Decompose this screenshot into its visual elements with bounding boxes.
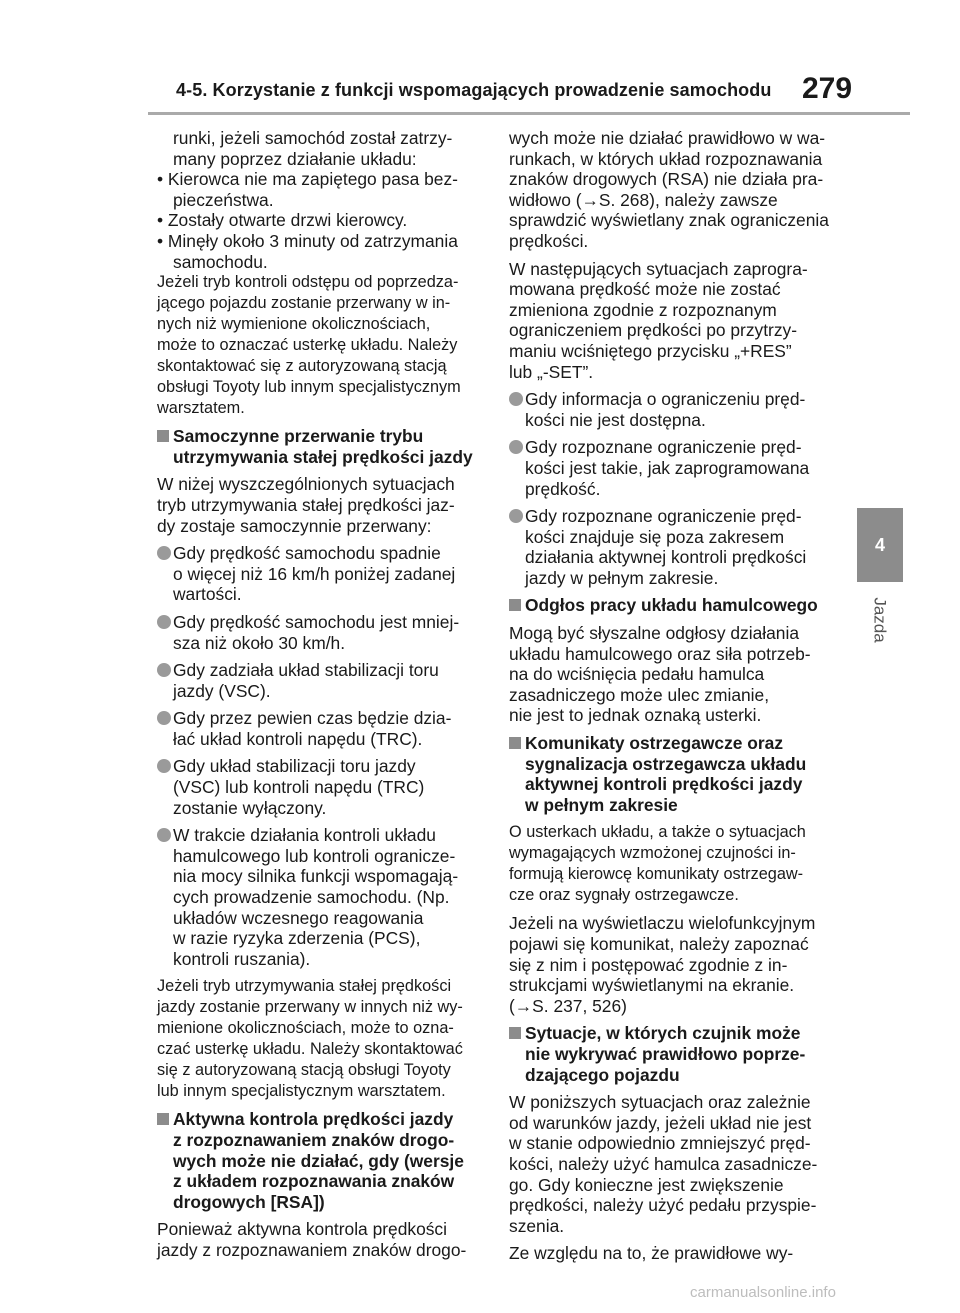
text-line: prędkości, należy użyć pedału przyspie- [509,1195,817,1216]
bullet-item [509,506,833,588]
text-line: się z autoryzowaną stacją obsługi Toyoty [157,1061,451,1080]
page-number: 279 [802,72,853,105]
text-line: go. Gdy konieczne jest zwiększenie [509,1174,784,1195]
text-line: Sytuacje, w których czujnik może [525,1023,801,1044]
text-line: na do wciśnięcia pedału hamulca [509,664,765,685]
text-line: lub „-SET”. [509,361,594,382]
text-line: jazdy (VSC). [173,680,271,701]
text-line: może to oznaczać usterkę układu. Należy [157,336,458,355]
text-line: kości nie jest dostępna. [525,409,706,430]
text-line: Jeżeli tryb kontroli odstępu od poprzedza- [157,273,459,292]
text-line: • Minęły około 3 minuty od zatrzymania [157,230,458,251]
paragraph [509,1243,833,1264]
text-line: znaków drogowych (RSA) nie działa pra- [509,169,824,190]
text-line: formują kierowcę komunikaty ostrzegaw- [509,865,804,884]
text-line: tryb utrzymywania stałej prędkości jaz- [157,494,455,515]
text-line: prędkość. [525,478,601,499]
text-line: Gdy informacja o ograniczeniu pręd- [525,389,806,410]
text-line: Samoczynne przerwanie trybu [173,426,424,447]
circle-bullet-icon [509,509,523,523]
text-line: Gdy układ stabilizacji toru jazdy [173,756,416,777]
text-line: szenia. [509,1215,565,1236]
text-line: pieczeństwa. [173,189,274,210]
chapter-tab[interactable] [857,508,903,582]
text-line: kości jest takie, jak zaprogramowana [525,457,810,478]
text-line: Gdy prędkość samochodu jest mniej- [173,611,460,632]
bullet-item [509,389,833,430]
text-line: jazdy zostanie przerwany w innych niż wy- [157,998,463,1017]
text-line: W następujących sytuacjach zaprogra- [509,258,808,279]
text-line: hamulcowego lub kontroli ogranicze- [173,845,456,866]
section-heading [157,426,482,467]
header-divider [148,112,910,115]
text-line: Gdy zadziała układ stabilizacji toru [173,660,439,681]
text-line: wartości. [173,584,242,605]
text-line: O usterkach układu, a także o sytuacjach [509,823,806,842]
list-item [157,231,482,272]
text-line: nia mocy silnika funkcji wspomagają- [173,866,459,887]
text-line: Mogą być słyszalne odgłosy działania [509,623,800,644]
paragraph [157,1219,482,1260]
list-item [157,210,482,231]
text-line: sprawdzić wyświetlany znak ograniczenia [509,210,829,231]
chapter-label: Jazda [871,597,890,643]
circle-bullet-icon [509,440,523,454]
text-line: strukcjami wyświetlanymi na ekranie. [509,975,795,996]
text-line: jącego pojazdu zostanie przerwany w in- [157,294,451,313]
text-line: Ponieważ aktywna kontrola prędkości [157,1219,447,1240]
text-line: cze oraz sygnały ostrzegawcze. [509,886,739,905]
section-title: 4-5. Korzystanie z funkcji wspomagających prowadzenie samochodu [176,80,772,100]
text-line: mienione okolicznościach, może to ozna- [157,1019,454,1038]
text-line: lub innym specjalistycznym warsztatem. [157,1082,446,1101]
paragraph [509,1092,833,1236]
text-line: mowana prędkość może nie zostać [509,279,781,300]
text-line: (VSC) lub kontroli napędu (TRC) [173,777,425,798]
text-line: wych może nie działać prawidłowo w wa- [509,128,826,148]
text-line: runki, jeżeli samochód został zatrzy- [173,128,453,148]
text-line: kości znajduje się poza zakresem [525,526,785,547]
text-line: Jeżeli na wyświetlaczu wielofunkcyjnym [509,913,816,934]
text-line: zmieniona zgodnie z rozpoznanym [509,299,777,320]
section-heading [509,595,833,616]
text-line: dy zostaje samoczynnie przerwany: [157,515,432,536]
bullet-item [157,612,482,653]
text-line: W niżej wyszczególnionych sytuacjach [157,474,455,495]
text-line: obsługi Toyoty lub innym specjalistycznym [157,378,461,397]
section-heading [157,1109,482,1212]
text-line: drogowych [RSA]) [173,1191,325,1212]
text-line: kości, należy użyć hamulca zasadnicze- [509,1153,818,1174]
text-line: jazdy w pełnym zakresie. [525,567,719,588]
paragraph [509,822,833,906]
paragraph [157,272,482,419]
circle-bullet-icon [157,615,171,629]
text-line: z rozpoznawaniem znaków drogo- [173,1130,455,1150]
text-line: warsztatem. [157,399,245,418]
paragraph [157,474,482,536]
text-line: sza niż około 30 km/h. [173,632,346,653]
chapter-number: 4 [874,534,885,555]
text-line: pojawi się komunikat, należy zapoznać [509,934,809,954]
text-line: Jeżeli tryb utrzymywania stałej prędkości [157,977,452,996]
text-line: utrzymywania stałej prędkości jazdy [173,446,473,467]
bullet-item [157,825,482,969]
text-line: Odgłos pracy układu hamulcowego [525,595,818,616]
square-bullet-icon [509,599,521,611]
text-line: w pełnym zakresie [525,794,678,815]
text-line: nie jest to jednak oznaką usterki. [509,705,762,726]
circle-bullet-icon [157,828,171,842]
text-line: zostanie wyłączony. [173,797,327,818]
text-line: nych niż wymienione okolicznościach, [157,315,431,334]
text-line: kontroli ruszania). [173,948,311,969]
text-line: samochodu. [173,251,268,272]
left-column [157,128,482,1268]
text-line: (→S. 237, 526) [509,995,627,1016]
square-bullet-icon [509,1027,521,1039]
bullet-item [509,437,833,499]
square-bullet-icon [509,737,521,749]
text-line: cych prowadzenie samochodu. (Np. [173,887,450,908]
text-line: układów wczesnego reagowania [173,907,424,928]
text-line: się z nim i postępować zgodnie z in- [509,954,788,975]
text-line: o więcej niż 16 km/h poniżej zadanej [173,563,456,584]
section-heading [509,733,833,815]
text-line: W poniższych sytuacjach oraz zależnie [509,1092,811,1113]
text-line: W trakcie działania kontroli układu [173,825,436,846]
paragraph [509,128,833,252]
circle-bullet-icon [157,711,171,725]
circle-bullet-icon [157,663,171,677]
bullet-item [157,660,482,701]
text-line: dzającego pojazdu [525,1064,680,1085]
text-line: prędkości. [509,230,589,251]
circle-bullet-icon [157,546,171,560]
page-header [0,0,960,120]
circle-bullet-icon [509,392,523,406]
paragraph [509,623,833,726]
paragraph [157,976,482,1102]
text-line: Ze względu na to, że prawidłowe wy- [509,1243,794,1264]
text-line: układu hamulcowego oraz siła potrzeb- [509,643,811,664]
circle-bullet-icon [157,759,171,773]
text-line: łać układ kontroli napędu (TRC). [173,728,423,749]
text-line: widłowo (→S. 268), należy zawsze [509,189,778,210]
paragraph [509,913,833,1016]
text-line: aktywnej kontroli prędkości jazdy [525,774,803,795]
text-line: Gdy rozpoznane ograniczenie pręd- [525,506,802,527]
chapter-label-container [846,590,914,650]
bullet-item [157,708,482,749]
text-line: maniu wciśniętego przycisku „+RES” [509,340,792,361]
text-line: zasadniczego może ulec zmianie, [509,684,770,705]
text-line: • Zostały otwarte drzwi kierowcy. [157,210,408,231]
square-bullet-icon [157,430,169,442]
text-line: nie wykrywać prawidłowo poprze- [525,1043,806,1064]
text-line: sygnalizacja ostrzegawcza układu [525,753,807,774]
watermark: carmanualsonline.info [690,1284,836,1301]
bullet-item [157,543,482,605]
text-line: Gdy przez pewien czas będzie dzia- [173,708,452,729]
text-line: many poprzez działanie układu: [173,148,417,169]
section-heading [509,1023,833,1085]
square-bullet-icon [157,1113,169,1125]
text-line: Gdy rozpoznane ograniczenie pręd- [525,437,802,458]
text-line: w razie ryzyka zderzenia (PCS), [173,928,421,949]
paragraph [509,259,833,383]
text-line: runkach, w których układ rozpoznawania [509,148,823,169]
text-line: od warunków jazdy, jeżeli układ nie jest [509,1112,812,1133]
text-line: • Kierowca nie ma zapiętego pasa bez- [157,169,458,190]
text-line: z układem rozpoznawania znaków [173,1171,455,1192]
text-line: czać usterkę układu. Należy skontaktować [157,1040,463,1059]
text-line: jazdy z rozpoznawaniem znaków drogo- [157,1239,467,1260]
right-column [509,128,833,1271]
text-line: skontaktować się z autoryzowaną stacją [157,357,447,376]
text-line: ograniczeniem prędkości po przytrzy- [509,320,798,341]
bullet-item [157,756,482,818]
text-line: Gdy prędkość samochodu spadnie [173,543,441,564]
text-line: w stanie odpowiednio zmniejszyć pręd- [509,1133,811,1154]
text-line: wych może nie działać, gdy (wersje [173,1150,464,1171]
text-line: wymagających wzmożonej czujności in- [509,844,796,863]
text-line: Aktywna kontrola prędkości jazdy [173,1109,454,1130]
list-item [157,169,482,210]
text-line: Komunikaty ostrzegawcze oraz [525,733,784,754]
text-line: działania aktywnej kontroli prędkości [525,547,807,568]
paragraph [157,128,482,169]
